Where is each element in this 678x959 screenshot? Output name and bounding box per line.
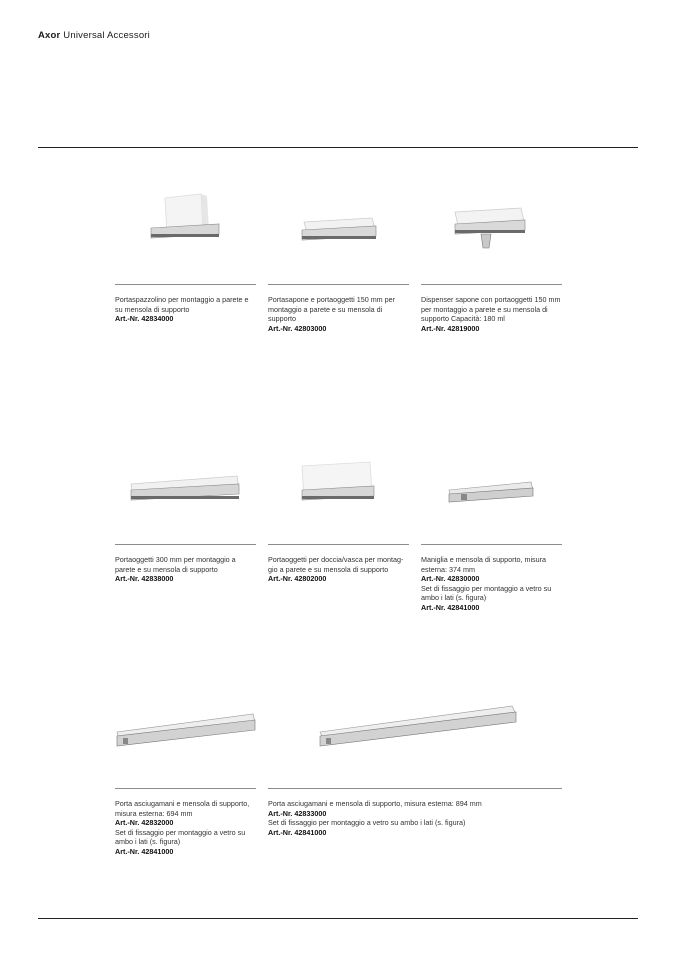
product-article-number: Art.-Nr. 42830000 — [421, 574, 480, 583]
product-divider — [268, 284, 409, 285]
product-divider — [421, 544, 562, 545]
bottom-divider — [38, 918, 638, 919]
product-image-shelf-300 — [115, 432, 256, 544]
top-divider — [38, 147, 638, 148]
product-description: Porta asciugamani e mensola di supporto, misura esterna: 894 mm — [268, 799, 482, 808]
product-card — [115, 432, 256, 584]
page-header — [38, 30, 150, 41]
product-divider — [115, 788, 256, 789]
product-accessory-description: Set di fissaggio per montaggio a vetro su ambo i lati (s. figura) — [268, 818, 466, 827]
product-divider — [115, 544, 256, 545]
product-article-number: Art.-Nr. 42819000 — [421, 323, 480, 333]
product-divider — [268, 544, 409, 545]
product-card — [421, 432, 562, 612]
product-image-towel-bar-894 — [268, 676, 562, 788]
product-card — [115, 172, 256, 324]
product-article-number: Art.-Nr. 42833000 — [268, 808, 327, 818]
product-description: Porta asciugamani e mensola di supporto, misura esterna: 694 mm — [115, 799, 250, 818]
product-divider — [115, 284, 256, 285]
product-accessory-article-number: Art.-Nr. 42841000 — [421, 602, 480, 612]
product-description: Dispenser sapone con portaoggetti 150 mm per montaggio a parete e su mensola di supporto Capacità: 180 ml — [421, 295, 561, 323]
product-divider — [421, 284, 562, 285]
product-card — [421, 172, 562, 333]
product-card — [268, 172, 409, 333]
product-card — [115, 676, 256, 856]
product-description: Portaoggetti per doccia/vasca per montag-gio a parete e su mensola di supporto — [268, 555, 404, 574]
product-article-number: Art.-Nr. 42802000 — [268, 574, 327, 583]
product-image-soap-dish — [268, 172, 409, 284]
product-description: Portaspazzolino per montaggio a parete e su mensola di supporto — [115, 295, 249, 314]
product-description: Portaoggetti 300 mm per montaggio a parete e su mensola di supporto — [115, 555, 236, 574]
product-card — [268, 676, 562, 837]
product-image-soap-dispenser — [421, 172, 562, 284]
product-description: Maniglia e mensola di supporto, misura esterna: 374 mm — [421, 555, 547, 574]
product-description: Portasapone e portaoggetti 150 mm per montaggio a parete e su mensola di supporto — [268, 295, 396, 323]
page-title: Universal Accessori — [63, 30, 150, 41]
product-image-toothbrush-holder — [115, 172, 256, 284]
product-image-towel-bar-694 — [115, 676, 256, 788]
product-article-number: Art.-Nr. 42832000 — [115, 818, 174, 827]
product-divider — [268, 788, 562, 789]
product-accessory-description: Set di fissaggio per montaggio a vetro su ambo i lati (s. figura) — [421, 583, 552, 602]
product-accessory-article-number: Art.-Nr. 42841000 — [268, 827, 327, 837]
brand-name: Axor — [38, 30, 61, 41]
product-image-handle-374 — [421, 432, 562, 544]
product-card — [268, 432, 409, 584]
product-article-number: Art.-Nr. 42834000 — [115, 314, 174, 323]
product-article-number: Art.-Nr. 42803000 — [268, 323, 327, 333]
product-article-number: Art.-Nr. 42838000 — [115, 574, 174, 583]
product-accessory-description: Set di fissaggio per montaggio a vetro su ambo i lati (s. figura) — [115, 827, 246, 846]
product-accessory-article-number: Art.-Nr. 42841000 — [115, 846, 174, 856]
product-image-shower-basket — [268, 432, 409, 544]
